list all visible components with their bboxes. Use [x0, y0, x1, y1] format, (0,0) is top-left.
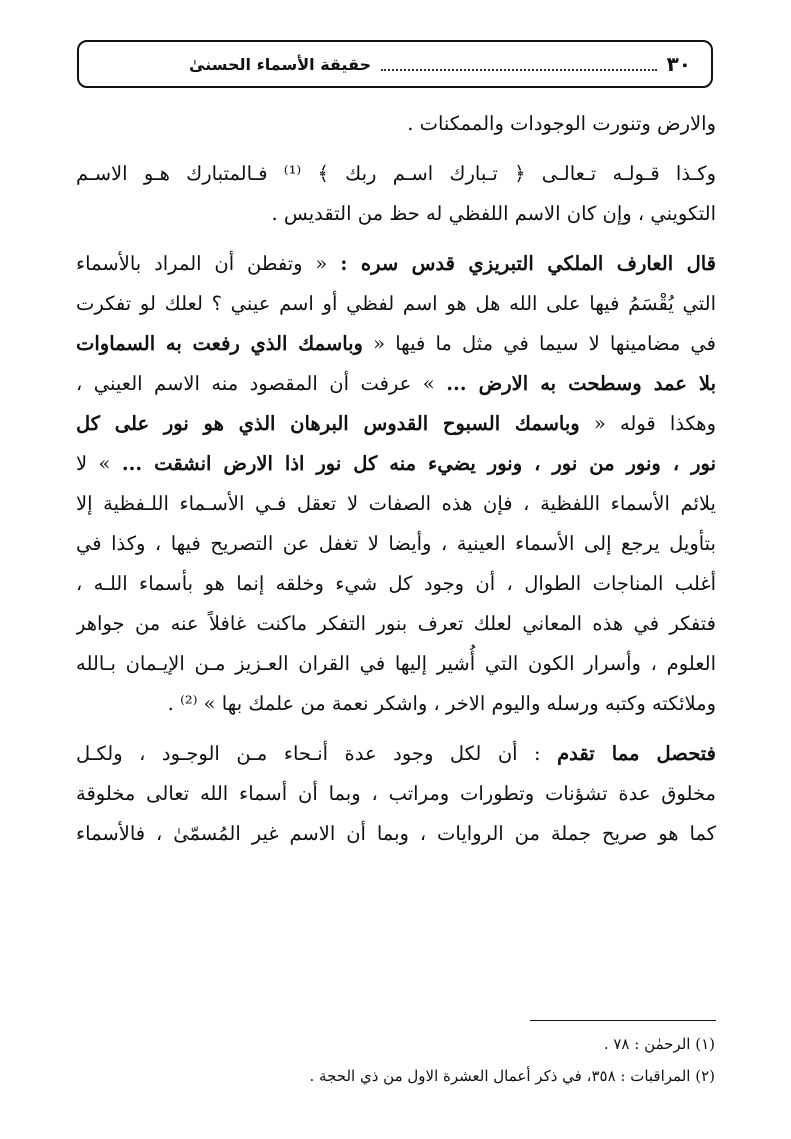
bold-text: نور ، ونور من نور ، ونور يضيء منه كل نور اذا الارض انشقت ...	[121, 452, 716, 475]
plain-text: العلوم ، وأسرار الكون التي أُشير إليها في القران العـزيز مـن الإيـمان بـالله	[76, 652, 716, 675]
plain-text: وملائكته وكتبه ورسله واليوم الاخر ، واشكر نعمة من علمك بها » ⁽²⁾ .	[167, 692, 716, 715]
text-line	[76, 154, 716, 194]
text-line	[76, 814, 716, 854]
plain-text: » عرفت أن المقصود منه الاسم العيني ،	[76, 372, 447, 395]
plain-text: كما هو صريح جملة من الروايات ، وبما أن الاسم غير المُسمّىٰ ، فالأسماء	[76, 822, 716, 845]
text-line	[76, 324, 716, 364]
text-line	[76, 484, 716, 524]
text-line	[76, 604, 716, 644]
plain-text: مخلوق عدة تشؤنات وتطورات ومراتب ، وبما أن أسماء الله تعالى مخلوقة	[76, 782, 716, 805]
bold-text: بلا عمد وسطحت به الارض ...	[446, 372, 716, 395]
main-text	[76, 104, 716, 854]
plain-text: التكويني ، وإن كان الاسم اللفظي له حظ من التقديس .	[271, 202, 716, 225]
running-title: حقيقة الأسماء الحسنىٰ	[189, 54, 372, 74]
bold-text: فتحصل مما تقدم	[557, 742, 716, 765]
plain-text: » لا	[76, 452, 122, 475]
footnotes	[75, 1028, 715, 1092]
text-line	[76, 364, 716, 404]
footnote-separator	[530, 1020, 716, 1021]
bold-text: وباسمك السبوح القدوس البرهان الذي هو نور على كل	[76, 412, 580, 435]
running-header	[77, 40, 713, 88]
text-line	[76, 684, 716, 724]
header-dot-leader	[381, 69, 657, 71]
plain-text: والارض وتنورت الوجودات والممكنات .	[407, 112, 716, 135]
bold-text: وباسمك الذي رفعت به السماوات	[76, 332, 363, 355]
plain-text: يلائم الأسماء اللفظية ، فإن هذه الصفات لا تعقل فـي الأسـماء اللـفظية إلا	[76, 492, 716, 515]
text-line	[76, 194, 716, 234]
plain-text: : أن لكل وجود عدة أنـحاء مـن الوجـود ، ولكـل	[76, 742, 558, 765]
plain-text: بتأويل يرجع إلى الأسماء العينية ، وأيضا لا تغفل عن التصريح فيها ، وكذا في	[76, 532, 716, 555]
bold-text: قال العارف الملكي التبريزي قدس سره :	[340, 252, 716, 275]
plain-text: « وتفطن أن المراد بالأسماء	[76, 252, 341, 275]
text-line	[76, 734, 716, 774]
plain-text: في مضامينها لا سيما في مثل ما فيها «	[362, 332, 716, 355]
text-line	[76, 444, 716, 484]
text-line	[76, 644, 716, 684]
plain-text: وهكذا قوله «	[579, 412, 716, 435]
text-line	[76, 404, 716, 444]
plain-text: وكـذا قـولـه تـعالـى ﴿ تـبارك اسـم ربك ﴾ ⁽¹⁾ فـالمتبارك هـو الاسـم	[76, 162, 716, 185]
footnote-2: (٢) المراقبات : ٣٥٨، في ذكر أعمال العشرة الاول من ذي الحجة .	[309, 1067, 715, 1085]
plain-text: التي يُقْسَمُ فيها على الله هل هو اسم لفظي أو اسم عيني ؟ لعلك لو تفكرت	[76, 292, 716, 315]
footnote-1: (١) الرحمٰن : ٧٨ .	[603, 1035, 715, 1053]
text-line	[76, 774, 716, 814]
plain-text: فتفكر في هذه المعاني لعلك تعرف بنور التفكر ماكنت غافلاً عنه من جواهر	[76, 612, 716, 635]
page-number: ٣٠	[666, 52, 691, 76]
text-line	[76, 284, 716, 324]
text-line	[76, 244, 716, 284]
text-line	[76, 524, 716, 564]
text-line	[76, 104, 716, 144]
plain-text: أغلب المناجات الطوال ، أن وجود كل شيء وخلقه إنما هو بأسماء اللـه ،	[76, 572, 716, 595]
text-line	[76, 564, 716, 604]
